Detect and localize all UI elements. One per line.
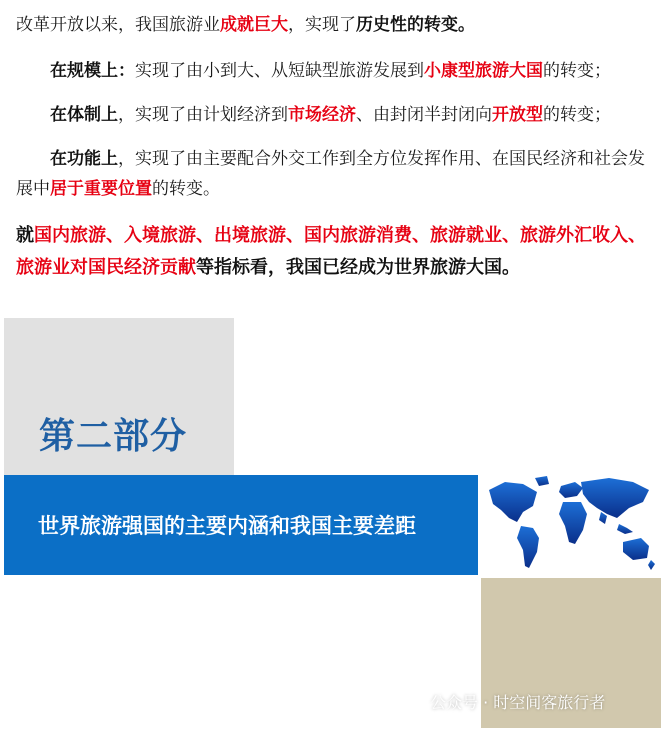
system-text-3: 的转变； [543, 105, 611, 125]
conclusion-highlight-indicators: 国内旅游、入境旅游、出境旅游、国内旅游消费、旅游就业、旅游外汇收入、旅游业对国民经济贡献 [16, 225, 646, 278]
world-map-icon [483, 472, 661, 580]
watermark-text: 公众号 · 时空间客旅行者 [430, 693, 606, 712]
part-title: 第二部分 [39, 416, 188, 457]
wechat-icon [402, 693, 424, 711]
conclusion-bold-1: 就 [16, 225, 34, 246]
intro-paragraph [16, 10, 656, 40]
system-lead: 在体制上 [50, 105, 118, 125]
scale-paragraph [16, 56, 656, 86]
conclusion-bold-2: 等指标看，我国已经成为世界旅游大国。 [196, 257, 520, 278]
intro-text-1: 改革开放以来，我国旅游业 [16, 15, 220, 35]
system-text-2: 、由封闭半封闭向 [356, 105, 492, 125]
scale-text-2: 的转变； [543, 61, 611, 81]
conclusion-paragraph [16, 220, 656, 284]
function-highlight: 居于重要位置 [50, 179, 152, 199]
function-text-1: ，实现了由主要配合外交工作到全方位发挥作用、在国民经济和社会发展中 [16, 149, 645, 199]
section-subtitle: 世界旅游强国的主要内涵和我国主要差距 [38, 514, 416, 538]
function-lead: 在功能上 [50, 149, 118, 169]
scale-lead: 在规模上： [50, 61, 135, 81]
watermark [402, 690, 605, 713]
intro-highlight-achievement: 成就巨大 [220, 15, 288, 35]
intro-bold-historic: 历史性的转变。 [356, 15, 475, 35]
system-highlight-market: 市场经济 [288, 105, 356, 125]
system-paragraph [16, 100, 656, 130]
system-text-1: ，实现了由计划经济到 [118, 105, 288, 125]
scale-text-1: 实现了由小到大、从短缺型旅游发展到 [135, 61, 424, 81]
function-text-2: 的转变。 [152, 179, 220, 199]
scale-highlight: 小康型旅游大国 [424, 61, 543, 81]
system-highlight-open: 开放型 [492, 105, 543, 125]
intro-text-2: ，实现了 [288, 15, 356, 35]
function-paragraph [16, 144, 656, 204]
